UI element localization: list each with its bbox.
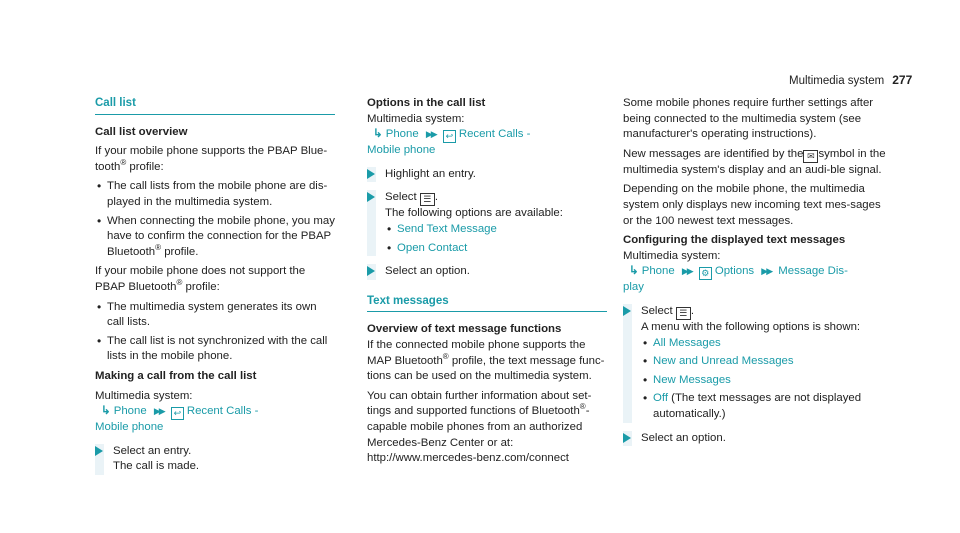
text: profile:	[126, 160, 164, 173]
step-arrow-icon	[367, 169, 375, 179]
option-off[interactable]: Off	[653, 392, 668, 405]
step-text: Select ☰ .	[641, 304, 695, 318]
path-message-display-cont: play	[623, 281, 644, 294]
text: If the connected mobile phone supports the MAP Bluetooth	[367, 338, 586, 367]
step-arrow-icon	[623, 306, 631, 316]
step-select-option	[623, 431, 888, 447]
subheading-options: Options in the call list	[367, 97, 486, 109]
page-header	[789, 73, 912, 90]
option-list	[641, 336, 888, 423]
step-options-text: The following options are available:	[385, 207, 563, 220]
registered-mark: ®	[176, 278, 183, 288]
step-arrow-icon	[623, 433, 631, 443]
paragraph-depending: Depending on the mobile phone, the multimedia system only displays new incoming text mes-sages or the 100 newest text messages.	[623, 183, 881, 227]
path-recent-calls: Recent Calls -	[186, 405, 259, 418]
step-highlight-entry	[367, 167, 607, 183]
option-open-contact[interactable]: • Open Contact	[385, 241, 607, 257]
path-phone: Phone	[641, 265, 675, 278]
subheading-overview: Call list overview	[95, 125, 188, 138]
menu-list-icon: ☰	[676, 307, 691, 320]
step-arrow-icon	[367, 192, 375, 202]
subheading-configuring: Configuring the displayed text messages	[623, 234, 846, 247]
paragraph-settings: Some mobile phones require further settings after being connected to the multimedia system (see manufacturer's operating instructions).	[623, 97, 874, 141]
subheading-making-call: Making a call from the call list	[95, 369, 257, 382]
phone-call-icon: ↩	[171, 407, 184, 420]
section-title-text-messages: Text messages	[367, 294, 607, 313]
text: -capable mobile phones from an authorized Mercedes-Benz Center or at: http://www.mercedes-benz.com/connect	[367, 405, 590, 465]
hook-arrow-icon: ↳	[629, 265, 639, 278]
step-text: Select an entry.	[113, 444, 192, 457]
option-new-and-unread[interactable]: • New and Unread Messages	[641, 354, 888, 370]
double-chevron-icon: ▶▶	[153, 406, 164, 417]
paragraph-intro	[95, 144, 335, 175]
step-select-menu	[367, 190, 607, 256]
registered-mark: ®	[579, 402, 586, 412]
path-mobile-phone: Mobile phone	[95, 421, 164, 434]
column-2	[367, 96, 607, 471]
paragraph-new-messages	[623, 147, 888, 179]
text: When connecting the mobile phone, you may have to confirm the connection for the PBAP Bluetooth	[107, 214, 335, 258]
bullet-list	[95, 179, 335, 260]
registered-mark: ®	[120, 157, 127, 167]
envelope-icon: ✉	[803, 150, 818, 163]
phone-call-icon: ↩	[443, 130, 456, 143]
path-message-display: Message Dis-	[778, 265, 848, 278]
menu-path	[101, 404, 335, 420]
double-chevron-icon: ▶▶	[425, 129, 436, 140]
double-chevron-icon: ▶▶	[761, 266, 772, 277]
spacer	[367, 286, 607, 294]
gear-icon: ⚙	[699, 267, 712, 280]
step-arrow-icon	[367, 266, 375, 276]
header-title: Multimedia system	[789, 75, 885, 87]
step-result: The call is made.	[113, 460, 200, 473]
option-off-item	[641, 391, 888, 422]
menu-path	[373, 127, 607, 143]
text: symbol in the multimedia system's display and an audi-ble signal.	[623, 147, 886, 176]
step-text: Select an option.	[641, 431, 726, 444]
list-item	[95, 214, 335, 261]
path-phone: Phone	[385, 128, 419, 141]
page-number: 277	[892, 73, 913, 87]
hook-arrow-icon: ↳	[373, 128, 383, 141]
text: Select	[385, 191, 417, 204]
list-item: • The call list is not synchronized with the call lists in the mobile phone.	[95, 334, 335, 365]
column-1	[95, 96, 335, 481]
list-item: • The multimedia system generates its own call lists.	[95, 300, 335, 331]
path-recent-calls: Recent Calls -	[458, 128, 531, 141]
subheading-text-overview: Overview of text message functions	[367, 323, 562, 336]
step-select-option	[367, 264, 607, 280]
column-3	[623, 96, 888, 452]
list-item: • The call lists from the mobile phone are dis-played in the multimedia system.	[95, 179, 335, 210]
double-chevron-icon: ▶▶	[681, 266, 692, 277]
text: tooth	[95, 160, 121, 173]
menu-path	[629, 264, 888, 280]
step-menu-text: A menu with the following options is shown:	[641, 320, 861, 333]
text: Select	[641, 304, 673, 317]
paragraph-map	[367, 338, 607, 385]
step-text: Select ☰ .	[385, 191, 439, 205]
step-text: Highlight an entry.	[385, 167, 476, 180]
step-bar	[623, 304, 632, 423]
text: If your mobile phone does not support the PBAP Bluetooth	[95, 265, 306, 293]
step-select-entry	[95, 444, 335, 475]
section-title-call-list: Call list	[95, 96, 335, 115]
hook-arrow-icon: ↳	[101, 405, 111, 418]
registered-mark: ®	[442, 351, 449, 361]
option-off-desc: (The text messages are not displayed automatically.)	[653, 392, 862, 420]
multimedia-label: Multimedia system:	[623, 249, 721, 262]
menu-list-icon: ☰	[420, 193, 435, 206]
multimedia-label: Multimedia system:	[367, 112, 465, 125]
path-options: Options	[714, 265, 755, 278]
step-text: Select an option.	[385, 265, 470, 278]
option-new-messages[interactable]: • New Messages	[641, 373, 888, 389]
option-send-text-message[interactable]: • Send Text Message	[385, 222, 607, 238]
step-arrow-icon	[95, 446, 103, 456]
text: If your mobile phone supports the PBAP Blue-	[95, 145, 328, 158]
option-list	[385, 222, 607, 256]
paragraph-info	[367, 389, 607, 467]
paragraph-no-pbap	[95, 264, 335, 295]
text: You can obtain further information about set-tings and supported functions of Bluetooth	[367, 389, 592, 418]
text: profile, the text message func-tions can be used on the multimedia system.	[367, 354, 605, 383]
text: profile.	[161, 245, 199, 258]
option-all-messages[interactable]: • All Messages	[641, 336, 888, 352]
registered-mark: ®	[155, 242, 162, 252]
text: profile:	[182, 280, 220, 293]
multimedia-label: Multimedia system:	[95, 389, 193, 402]
text: New messages are identified by the	[623, 147, 804, 160]
bullet-list	[95, 300, 335, 365]
step-select-menu	[623, 304, 888, 423]
path-mobile-phone: Mobile phone	[367, 144, 436, 157]
path-phone: Phone	[113, 405, 147, 418]
